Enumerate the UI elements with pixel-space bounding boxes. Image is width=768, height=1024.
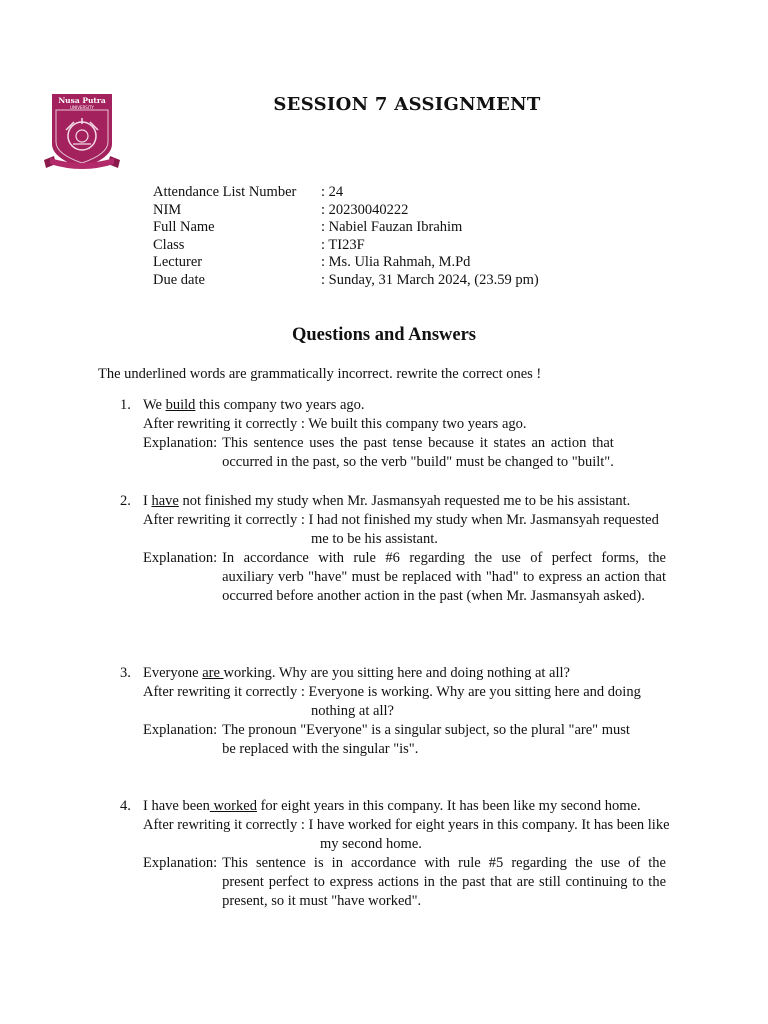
- svg-text:UNIVERSITY: UNIVERSITY: [70, 105, 94, 110]
- info-label: Class: [153, 236, 185, 253]
- question-number: 3.: [120, 665, 131, 681]
- explanation-first-line: This sentence is in accordance with rule #5 regarding the use of the: [222, 855, 666, 871]
- question-number: 1.: [120, 397, 131, 413]
- explanation-label: Explanation:: [143, 722, 218, 738]
- info-label: Lecturer: [153, 254, 203, 271]
- document-title: SESSION 7 ASSIGNMENT: [273, 94, 541, 115]
- info-label: NIM: [153, 201, 182, 218]
- info-value: : Sunday, 31 March 2024, (23.59 pm): [321, 271, 539, 288]
- question-1: [120, 396, 680, 472]
- explanation: [143, 721, 678, 759]
- info-label: Due date: [153, 271, 205, 288]
- sentence-pre: We: [143, 397, 166, 413]
- info-value: : 20230040222: [321, 201, 409, 218]
- sentence-post: not finished my study when Mr. Jasmansyah requested me to be his assistant.: [178, 493, 631, 509]
- question-sentence: [120, 396, 680, 415]
- info-value: : 24: [321, 184, 344, 200]
- explanation: [143, 549, 666, 606]
- question-number: 2.: [120, 493, 131, 509]
- question-3: [120, 664, 680, 759]
- question-number: 4.: [120, 798, 131, 814]
- sentence-post: for eight years in this company. It has been like my second home.: [256, 798, 641, 814]
- explanation-text: [222, 434, 614, 472]
- question-sentence: [120, 797, 680, 816]
- info-row-class: [153, 237, 539, 255]
- sentence-pre: Everyone: [143, 665, 203, 681]
- explanation-label: Explanation:: [143, 550, 218, 566]
- sentence: [143, 396, 365, 415]
- explanation-label: Explanation:: [143, 855, 218, 871]
- rewrite-continuation: nothing at all?: [311, 703, 394, 719]
- rewrite-text: After rewriting it correctly : I have worked for eight years in this company. It has been like: [143, 817, 670, 833]
- explanation-text: [222, 854, 666, 911]
- question-2: [120, 492, 680, 606]
- info-row-nim: [153, 202, 539, 220]
- explanation: [143, 434, 666, 472]
- underlined-word: have: [151, 493, 179, 509]
- rewrite-text: After rewriting it correctly : I had not finished my study when Mr. Jasmansyah requested: [143, 512, 659, 528]
- underlined-word: build: [165, 397, 196, 413]
- info-label: Full Name: [153, 219, 215, 236]
- explanation-first-line: The pronoun "Everyone" is a singular subject, so the plural "are" must: [222, 722, 630, 738]
- explanation-rest: be replaced with the singular "is".: [222, 741, 419, 757]
- question-sentence: [120, 492, 680, 511]
- instruction-text: The underlined words are grammatically incorrect. rewrite the correct ones !: [98, 366, 542, 382]
- section-heading: Questions and Answers: [291, 325, 476, 345]
- info-row-attendance: [153, 184, 539, 202]
- info-value: : Nabiel Fauzan Ibrahim: [321, 219, 463, 236]
- sentence-post: this company two years ago.: [195, 397, 365, 413]
- question-sentence: [120, 664, 680, 683]
- explanation-label: Explanation:: [143, 435, 218, 451]
- explanation-first-line: This sentence uses the past tense because it states an action that: [222, 435, 614, 451]
- sentence-pre: I have been: [143, 798, 210, 814]
- info-label: Attendance List Number: [153, 184, 297, 200]
- info-value: : Ms. Ulia Rahmah, M.Pd: [321, 254, 471, 271]
- underlined-word: are: [202, 665, 224, 681]
- underlined-word: worked: [209, 798, 257, 814]
- explanation: [143, 854, 666, 911]
- explanation-rest: auxiliary verb "have" must be replaced with "had" to express an action that occurred before another action in the past (when Mr. Jasmansyah asked).: [222, 569, 666, 604]
- explanation-text: [222, 721, 630, 759]
- sentence-post: working. Why are you sitting here and doing nothing at all?: [223, 665, 570, 681]
- explanation-rest: occurred in the past, so the verb "build" must be changed to "built".: [222, 454, 614, 470]
- info-row-lecturer: [153, 254, 539, 272]
- question-4: [120, 797, 680, 911]
- svg-text:Nusa Putra: Nusa Putra: [58, 96, 106, 105]
- rewrite-continuation: me to be his assistant.: [311, 531, 438, 547]
- rewrite-text: After rewriting it correctly : Everyone is working. Why are you sitting here and doing: [143, 684, 641, 700]
- info-value: : TI23F: [321, 236, 365, 253]
- student-info: [153, 184, 539, 290]
- info-row-full-name: [153, 219, 539, 237]
- rewrite-continuation: my second home.: [320, 836, 422, 852]
- sentence-pre: I: [143, 493, 152, 509]
- info-row-due-date: [153, 272, 539, 290]
- sentence: [143, 664, 570, 683]
- sentence: [143, 492, 630, 511]
- explanation-rest: present perfect to express actions in the past that are still continuing to the present, so it must "have worked".: [222, 874, 666, 909]
- explanation-first-line: In accordance with rule #6 regarding the use of perfect forms, the: [222, 550, 666, 566]
- sentence: [143, 797, 641, 816]
- rewrite-text: After rewriting it correctly : We built this company two years ago.: [143, 416, 527, 432]
- explanation-text: [222, 549, 666, 606]
